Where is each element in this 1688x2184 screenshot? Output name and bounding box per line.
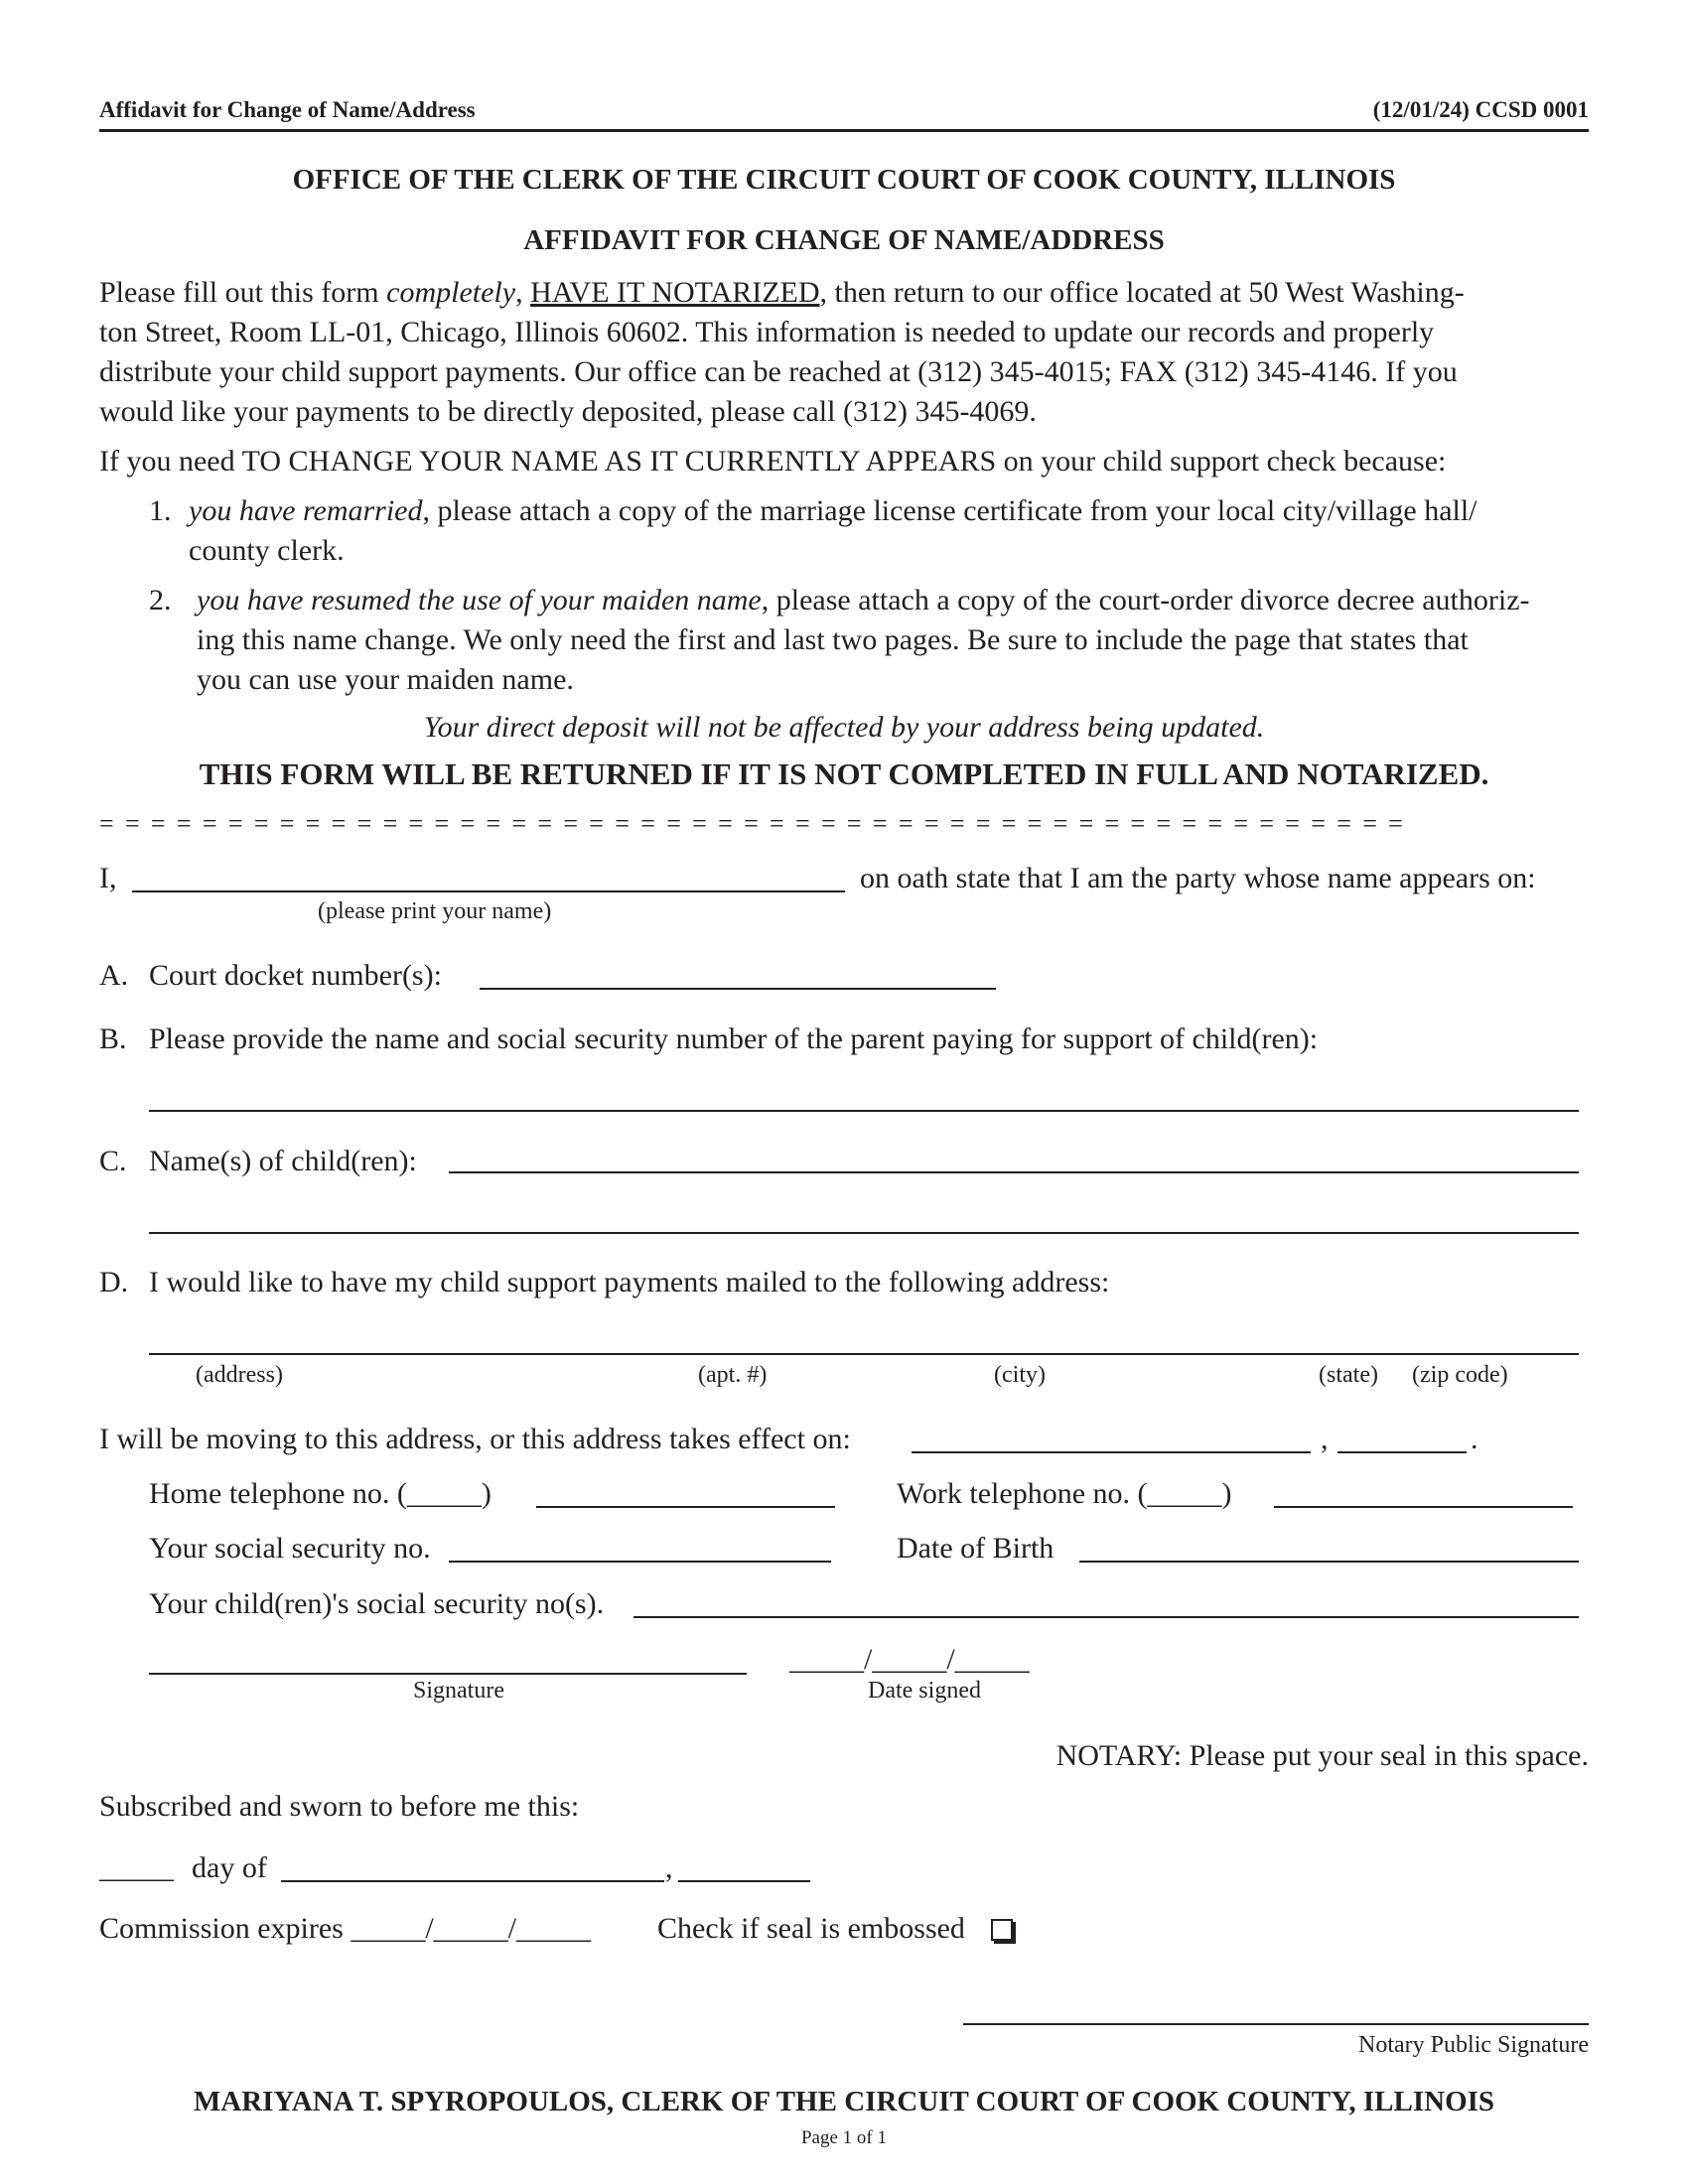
sworn-statement: Subscribed and sworn to before me this: [99,1790,580,1823]
item-2-text: , please attach a copy of the court-order divorce decree authoriz- [761,584,1530,616]
your-ssn-label: Your social security no. [149,1532,431,1565]
moving-date-label: I will be moving to this address, or this address takes effect on: [99,1423,851,1455]
intro-line-2: ton Street, Room LL-01, Chicago, Illinois 60602. This information is needed to update our records and properly [99,316,1435,348]
item-2-line-3: you can use your maiden name. [197,663,574,696]
field-c-letter: C. [99,1145,127,1177]
home-phone-label: Home telephone no. (_____) [149,1477,492,1510]
home-phone-field[interactable] [536,1506,835,1508]
seal-embossed-label: Check if seal is embossed [657,1912,965,1945]
paying-parent-label: Please provide the name and social security number of the parent paying for support of child(ren): [149,1023,1319,1055]
work-phone-label: Work telephone no. (_____) [897,1477,1232,1510]
signature-field[interactable] [149,1673,747,1675]
work-phone-field[interactable] [1274,1506,1573,1508]
intro-have-it-notarized: HAVE IT NOTARIZED [530,276,820,309]
sworn-year-field[interactable] [678,1880,810,1882]
child-ssn-field[interactable] [633,1616,1579,1618]
notary-signature-field[interactable] [963,2023,1589,2025]
dob-label: Date of Birth [897,1532,1055,1565]
form-title: AFFIDAVIT FOR CHANGE OF NAME/ADDRESS [523,224,1165,256]
field-b-letter: B. [99,1023,127,1055]
item-1-text: , please attach a copy of the marriage license certificate from your local city/village hall/ [422,494,1477,527]
header-rule [99,129,1589,132]
intro-line-3: distribute your child support payments. Our office can be reached at (312) 345-4015; FAX (312) 345-4146. If you [99,355,1458,388]
intro-text-c: , then return to our office located at 50 West Washing- [819,276,1465,309]
footer-clerk: MARIYANA T. SPYROPOULOS, CLERK OF THE CIRCUIT COURT OF COOK COUNTY, ILLINOIS [193,2086,1495,2117]
your-ssn-field[interactable] [449,1561,831,1563]
docket-label: Court docket number(s): [149,959,442,992]
printed-name-field[interactable] [132,890,845,892]
children-names-field-2[interactable] [149,1232,1579,1234]
item-2-line-1 [197,581,1530,620]
intro-text-b: , [515,276,531,309]
separator: = = = = = = = = = = = = = = = = = = = = = = = = = = = = = = = = = = = = = = = = = = = = = = = = = = = [99,809,1406,838]
state-hint: (state) [1319,1362,1378,1388]
field-d-letter: D. [99,1266,129,1298]
item-1-lead: you have remarried [189,494,423,527]
city-hint: (city) [994,1362,1046,1388]
children-names-label: Name(s) of child(ren): [149,1145,417,1177]
warning-banner: THIS FORM WILL BE RETURNED IF IT IS NOT COMPLETED IN FULL AND NOTARIZED. [199,756,1489,791]
commission-expires[interactable]: Commission expires _____/_____/_____ [99,1912,591,1945]
moving-date-period: . [1471,1423,1478,1455]
item-1-number: 1. [149,494,172,527]
sworn-month-field[interactable] [281,1880,664,1882]
dob-field[interactable] [1079,1561,1579,1563]
change-name-intro: If you need TO CHANGE YOUR NAME AS IT CURRENTLY APPEARS on your child support check because: [99,445,1447,478]
header-form-code: (12/01/24) CCSD 0001 [1372,97,1589,122]
intro-line-1 [99,273,1465,313]
intro-text-a: Please fill out this form [99,276,387,309]
intro-line-4: would like your payments to be directly deposited, please call (312) 345-4069. [99,395,1037,428]
item-1-line-1 [189,491,1477,531]
mailing-address-label: I would like to have my child support payments mailed to the following address: [149,1266,1110,1298]
date-signed-hint: Date signed [868,1678,981,1704]
office-title: OFFICE OF THE CLERK OF THE CIRCUIT COURT OF COOK COUNTY, ILLINOIS [292,164,1396,196]
mailing-address-field[interactable] [149,1353,1579,1355]
print-name-hint: (please print your name) [318,898,552,924]
signature-hint: Signature [413,1678,504,1704]
child-ssn-label: Your child(ren)'s social security no(s). [149,1587,605,1620]
item-2-line-2: ing this name change. We only need the first and last two pages. Be sure to include the page that states that [197,623,1469,656]
item-1-line-2: county clerk. [189,534,345,567]
header-form-name: Affidavit for Change of Name/Address [99,97,476,122]
oath-i: I, [99,862,117,894]
sworn-day-field[interactable]: _____ [99,1851,174,1884]
page-number: Page 1 of 1 [800,2127,887,2148]
direct-deposit-note: Your direct deposit will not be affected by your address being updated. [423,711,1265,744]
address-hint: (address) [196,1362,283,1388]
zip-hint: (zip code) [1412,1362,1508,1388]
children-names-field[interactable] [449,1171,1579,1173]
moving-date-comma: , [1321,1423,1329,1455]
item-2-number: 2. [149,584,172,616]
oath-statement: on oath state that I am the party whose name appears on: [860,862,1536,894]
seal-embossed-checkbox[interactable] [991,1919,1013,1941]
intro-completely: completely [386,276,516,309]
sworn-comma: , [665,1851,673,1884]
field-a-letter: A. [99,959,129,992]
apt-hint: (apt. #) [698,1362,768,1388]
item-2-lead: you have resumed the use of your maiden name [197,584,762,616]
docket-number-field[interactable] [480,988,996,990]
notary-seal-note: NOTARY: Please put your seal in this space. [1055,1739,1589,1772]
moving-year-field[interactable] [1337,1451,1467,1453]
day-of-label: day of [192,1851,267,1884]
moving-date-field[interactable] [912,1451,1311,1453]
notary-signature-hint: Notary Public Signature [1358,2032,1589,2058]
date-signed-field[interactable]: _____/_____/_____ [789,1643,1030,1676]
paying-parent-field[interactable] [149,1110,1579,1112]
